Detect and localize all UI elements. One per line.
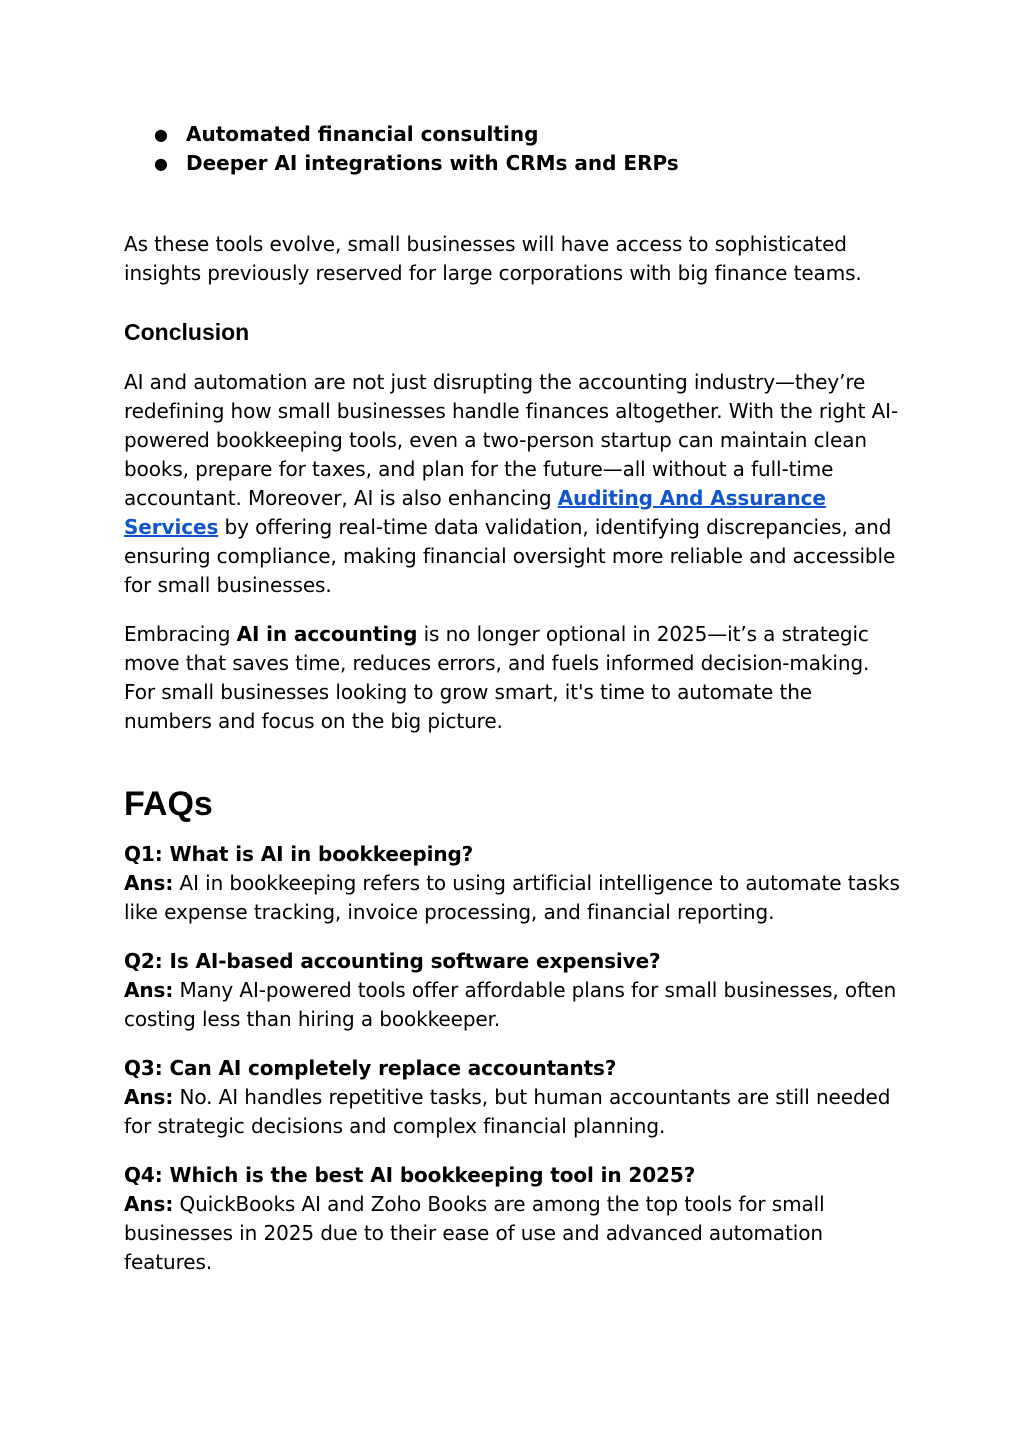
conclusion-paragraph-1 bbox=[124, 368, 904, 600]
conclusion-text: is no longer optional in 2025—it’s a strategic move that saves time, reduces errors, and fuels informed decision-making. For small businesses looking to grow smart, it's time to automate the numbers and focus on the big picture. bbox=[124, 622, 870, 733]
conclusion-heading: Conclusion bbox=[124, 319, 250, 345]
list-item bbox=[124, 120, 904, 149]
conclusion-paragraph-2 bbox=[124, 620, 904, 736]
answer-text: AI in bookkeeping refers to using artificial intelligence to automate tasks like expense tracking, invoice processing, and financial reporting. bbox=[124, 871, 900, 924]
bullet-text: Deeper AI integrations with CRMs and ERPs bbox=[186, 151, 679, 175]
faq-question: Q3: Can AI completely replace accountants? bbox=[124, 1056, 617, 1080]
faq-item bbox=[124, 947, 904, 1034]
bullet-icon: ● bbox=[154, 125, 168, 144]
faq-question: Q1: What is AI in bookkeeping? bbox=[124, 842, 474, 866]
intro-paragraph: As these tools evolve, small businesses will have access to sophisticated insights previously reserved for large corporations with big finance teams. bbox=[124, 232, 862, 285]
faq-answer bbox=[124, 1083, 904, 1141]
answer-text: No. AI handles repetitive tasks, but human accountants are still needed for strategic decisions and complex financial planning. bbox=[124, 1085, 891, 1138]
faq-answer bbox=[124, 1190, 904, 1277]
faq-item bbox=[124, 1161, 904, 1277]
faq-item bbox=[124, 840, 904, 927]
answer-label: Ans: bbox=[124, 978, 174, 1002]
faq-answer bbox=[124, 976, 904, 1034]
answer-label: Ans: bbox=[124, 1085, 174, 1109]
emphasis-text: AI in accounting bbox=[236, 622, 418, 646]
bullet-text: Automated financial consulting bbox=[186, 122, 539, 146]
answer-label: Ans: bbox=[124, 1192, 174, 1216]
conclusion-text: AI and automation are not just disrupting the accounting industry—they’re redefining how small businesses handle finances altogether. With the right AI-powered bookkeeping tools, even a two-person startup can maintain clean books, prepare for taxes, and plan for the future—all without a full-time accountant. Moreover, AI is also enhancing bbox=[124, 370, 899, 510]
answer-label: Ans: bbox=[124, 871, 174, 895]
faq-question: Q2: Is AI-based accounting software expensive? bbox=[124, 949, 661, 973]
conclusion-text: Embracing bbox=[124, 622, 237, 646]
conclusion-text: by offering real-time data validation, identifying discrepancies, and ensuring compliance, making financial oversight more reliable and accessible for small businesses. bbox=[124, 515, 896, 597]
faq-item bbox=[124, 1054, 904, 1141]
faqs-heading: FAQs bbox=[124, 785, 213, 823]
faq-question: Q4: Which is the best AI bookkeeping tool in 2025? bbox=[124, 1163, 696, 1187]
auditing-services-link[interactable]: Auditing And Assurance Services bbox=[124, 486, 826, 539]
bullet-list bbox=[124, 120, 904, 178]
document-page bbox=[124, 120, 904, 1277]
faq-answer bbox=[124, 869, 904, 927]
answer-text: Many AI-powered tools offer affordable plans for small businesses, often costing less than hiring a bookkeeper. bbox=[124, 978, 897, 1031]
bullet-icon: ● bbox=[154, 154, 168, 173]
list-item bbox=[124, 149, 904, 178]
answer-text: QuickBooks AI and Zoho Books are among the top tools for small businesses in 2025 due to their ease of use and advanced automation features. bbox=[124, 1192, 825, 1274]
